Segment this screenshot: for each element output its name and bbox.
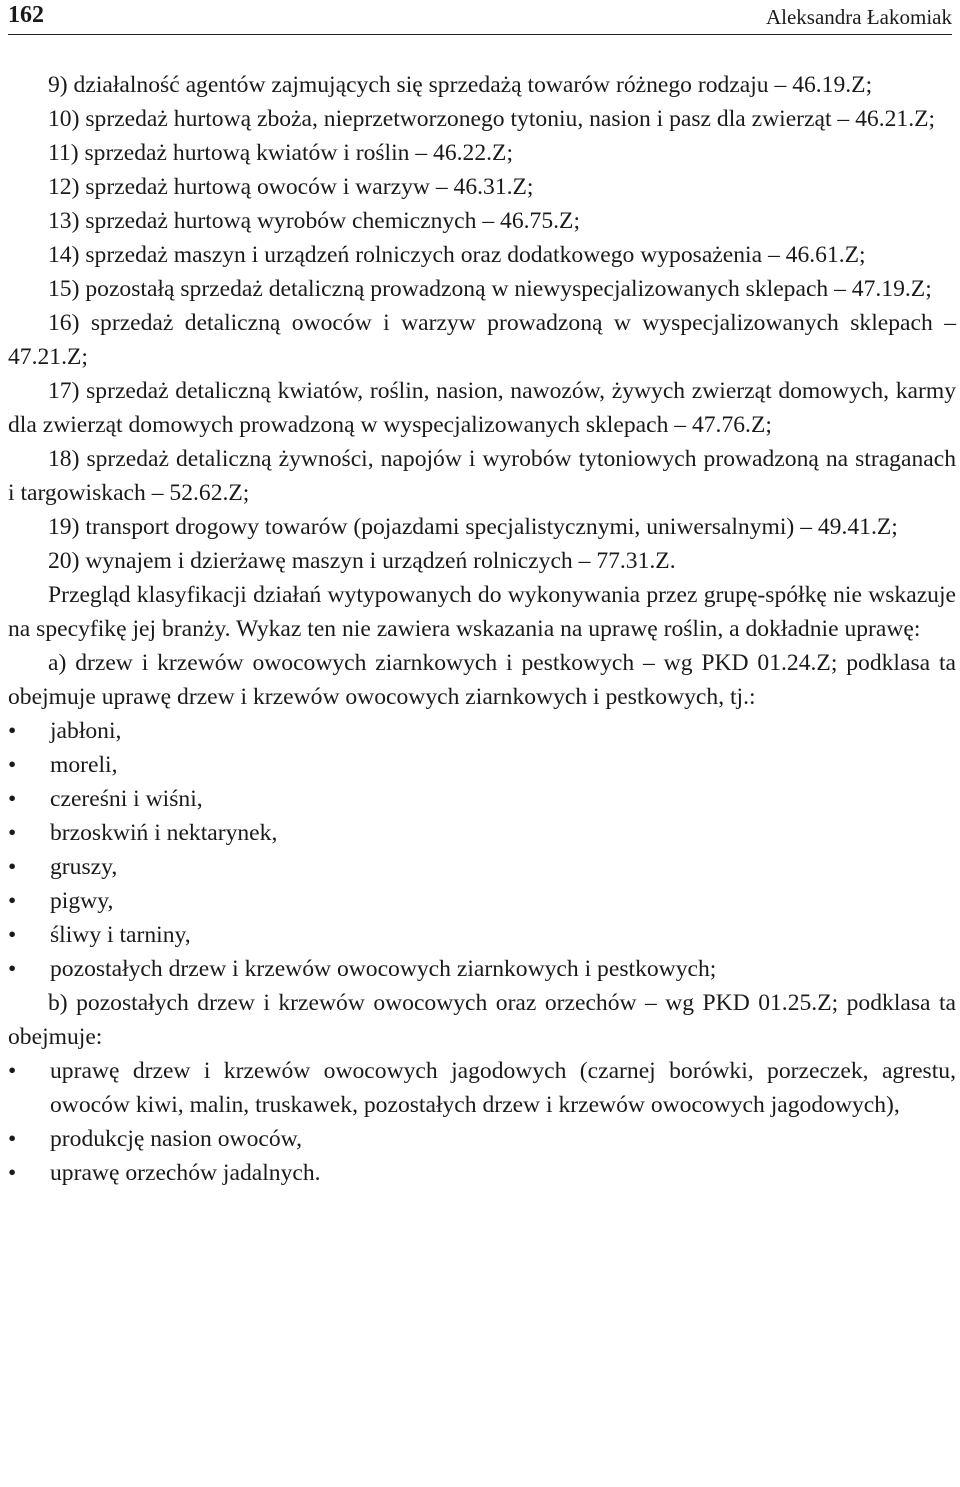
bullet-item [8, 748, 956, 782]
bullet-item [8, 1054, 956, 1122]
bullet-item [8, 850, 956, 884]
bullet-item [8, 1122, 956, 1156]
item-b-paragraph: b) pozostałych drzew i krzewów owocowych oraz orzechów – wg PKD 01.25.Z; podklasa ta obejmuje: [8, 990, 956, 1050]
bullet-text: śliwy i tarniny, [50, 922, 191, 948]
bullet-item [8, 782, 956, 816]
bullet-text: pigwy, [50, 888, 114, 914]
running-head-author: Aleksandra Łakomiak [765, 5, 952, 29]
list-item-9: 9) działalność agentów zajmujących się sprzedażą towarów różnego rodzaju – 46.19.Z; [48, 72, 873, 98]
bullet-text: jabłoni, [50, 718, 122, 744]
bullet-text: gruszy, [50, 854, 118, 880]
bullet-text: pozostałych drzew i krzewów owocowych ziarnkowych i pestkowych; [50, 956, 717, 982]
list-item-11: 11) sprzedaż hurtową kwiatów i roślin – 46.22.Z; [48, 140, 513, 166]
list-item-15: 15) pozostałą sprzedaż detaliczną prowadzoną w niewyspecjalizowanych sklepach – 47.19.Z; [48, 276, 932, 302]
bullet-icon: • [8, 922, 17, 948]
bullet-icon: • [8, 1160, 17, 1186]
bullet-item [8, 918, 956, 952]
overview-paragraph: Przegląd klasyfikacji działań wytypowanych do wykonywania przez grupę-spółkę nie wskazuje na specyfikę jej branży. Wykaz ten nie zawiera wskazania na uprawę roślin, a dokładnie uprawę: [8, 582, 956, 642]
list-item-18: 18) sprzedaż detaliczną żywności, napojów i wyrobów tytoniowych prowadzoną na straganach i targowiskach – 52.62.Z; [8, 446, 956, 506]
bullet-text: uprawę orzechów jadalnych. [50, 1160, 321, 1186]
item-a-paragraph: a) drzew i krzewów owocowych ziarnkowych i pestkowych – wg PKD 01.24.Z; podklasa ta obejmuje uprawę drzew i krzewów owocowych ziarnkowych i pestkowych, tj.: [8, 650, 956, 710]
bullet-item [8, 884, 956, 918]
bullet-text: uprawę drzew i krzewów owocowych jagodowych (czarnej borówki, porzeczek, agrestu, owoców kiwi, malin, truskawek, pozostałych drzew i krzewów owocowych jagodowych), [50, 1058, 956, 1118]
list-item-12: 12) sprzedaż hurtową owoców i warzyw – 46.31.Z; [48, 174, 534, 200]
bullet-icon: • [8, 752, 17, 778]
list-item-19: 19) transport drogowy towarów (pojazdami specjalistycznymi, uniwersalnymi) – 49.41.Z; [48, 514, 898, 540]
page-number: 162 [8, 2, 44, 28]
bullet-icon: • [8, 718, 17, 744]
bullet-text: moreli, [50, 752, 118, 778]
list-item-10: 10) sprzedaż hurtową zboża, nieprzetworzonego tytoniu, nasion i pasz dla zwierząt – 46.21.Z; [48, 106, 936, 132]
page-header [8, 0, 952, 35]
bullet-icon: • [8, 1058, 17, 1084]
list-item-13: 13) sprzedaż hurtową wyrobów chemicznych – 46.75.Z; [48, 208, 580, 234]
fruit-tree-list [8, 714, 956, 986]
bullet-text: produkcję nasion owoców, [50, 1126, 303, 1152]
bullet-icon: • [8, 956, 17, 982]
bullet-item [8, 1156, 956, 1190]
orchard-scope-list [8, 1054, 956, 1190]
bullet-text: brzoskwiń i nektarynek, [50, 820, 278, 846]
list-item-20: 20) wynajem i dzierżawę maszyn i urządzeń rolniczych – 77.31.Z. [48, 548, 676, 574]
bullet-icon: • [8, 888, 17, 914]
list-item-17: 17) sprzedaż detaliczną kwiatów, roślin, nasion, nawozów, żywych zwierząt domowych, karmy dla zwierząt domowych prowadzoną w wyspecjalizowanych sklepach – 47.76.Z; [8, 378, 956, 438]
bullet-icon: • [8, 820, 17, 846]
bullet-text: czereśni i wiśni, [50, 786, 203, 812]
bullet-item [8, 714, 956, 748]
bullet-icon: • [8, 786, 17, 812]
list-item-14: 14) sprzedaż maszyn i urządzeń rolniczych oraz dodatkowego wyposażenia – 46.61.Z; [48, 242, 866, 268]
page-body [8, 68, 956, 1190]
list-item-16: 16) sprzedaż detaliczną owoców i warzyw prowadzoną w wyspecjalizowanych sklepach – 47.21.Z; [8, 310, 956, 370]
bullet-item [8, 816, 956, 850]
bullet-item [8, 952, 956, 986]
bullet-icon: • [8, 854, 17, 880]
bullet-icon: • [8, 1126, 17, 1152]
